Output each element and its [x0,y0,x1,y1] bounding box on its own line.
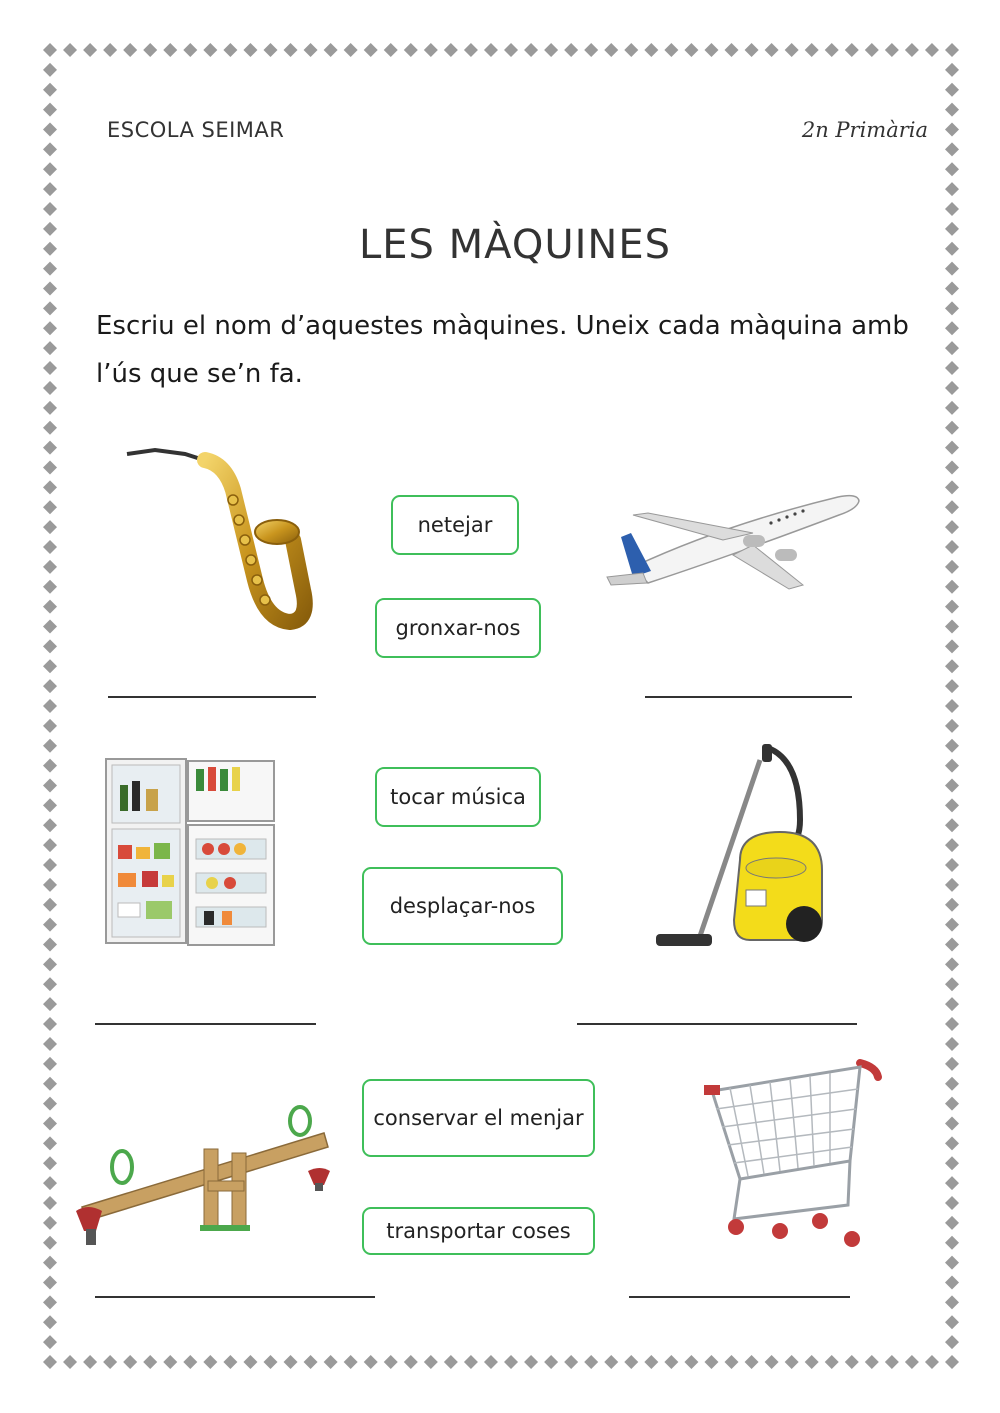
use-box-netejar[interactable]: netejar [391,495,519,555]
vacuum-cleaner-icon [650,740,830,960]
school-name: ESCOLA SEIMAR [107,118,285,142]
use-box-gronxar-nos[interactable]: gronxar-nos [375,598,541,658]
answer-line-saxophone[interactable] [108,696,316,698]
use-box-tocar-musica[interactable]: tocar música [375,767,541,827]
instructions: Escriu el nom d’aquestes màquines. Uneix cada màquina amb l’ús que se’n fa. [96,311,909,389]
shopping-cart-icon [700,1055,885,1250]
page-title: LES MÀQUINES [359,222,671,268]
saxophone-icon [115,440,330,640]
answer-line-seesaw[interactable] [95,1296,375,1298]
answer-line-fridge[interactable] [95,1023,316,1025]
seesaw-icon [72,1105,337,1255]
fridge-icon [100,755,282,955]
airplane-icon [603,485,863,605]
answer-line-airplane[interactable] [645,696,852,698]
answer-line-vacuum[interactable] [577,1023,857,1025]
grade-label: 2n Primària [801,118,928,142]
use-box-desplacar-nos[interactable]: desplaçar-nos [362,867,563,945]
use-box-conservar-el-menjar[interactable]: conservar el menjar [362,1079,595,1157]
answer-line-cart[interactable] [629,1296,850,1298]
use-box-transportar-coses[interactable]: transportar coses [362,1207,595,1255]
